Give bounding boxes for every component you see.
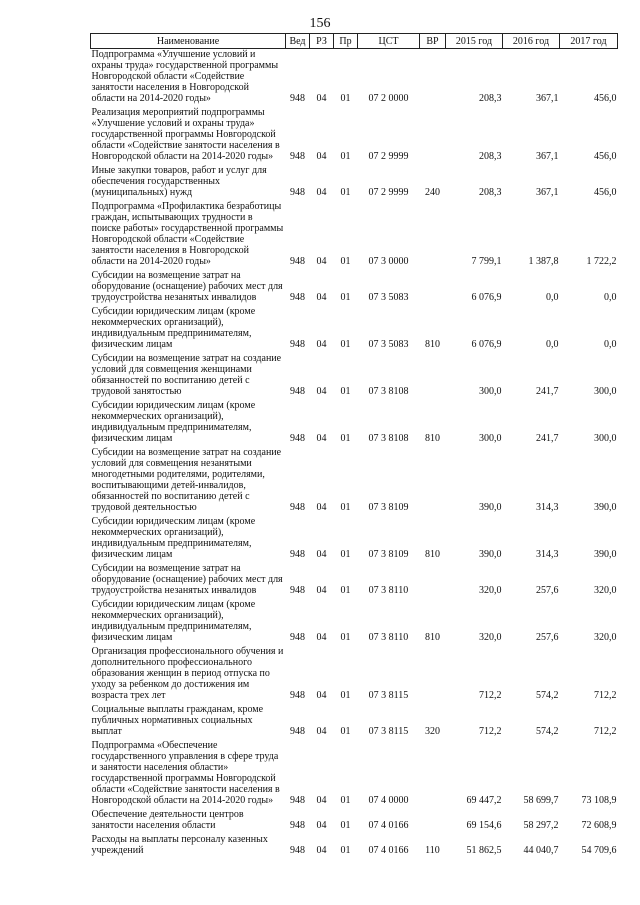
row-cst: 07 2 9999 xyxy=(368,151,409,162)
row-vr xyxy=(420,740,446,809)
row-rz: 04 xyxy=(316,292,327,303)
row-ved: 948 xyxy=(290,433,305,444)
row-cst: 07 3 0000 xyxy=(368,256,409,267)
row-ved: 948 xyxy=(290,632,305,643)
row-name: Подпрограмма «Обеспечение государственного управления в сфере труда и занятости населения области» государственной программы Новгородской области «Содействие занятости населения в Новгородской области на 2014-2020 годы» xyxy=(91,740,280,806)
row-vr xyxy=(420,447,446,516)
row-pr: 01 xyxy=(340,549,351,560)
row-vr xyxy=(420,646,446,704)
row-vr xyxy=(420,809,446,834)
row-name: Иные закупки товаров, работ и услуг для обеспечения государственных (муниципальных) нужд xyxy=(91,165,267,198)
row-name: Реализация мероприятий подпрограммы «Улучшение условий и охраны труда» государственной программы Новгородской области «Содействие занятости населения в Новгородской области на 2014-2020 годы» xyxy=(91,107,280,162)
row-vr xyxy=(420,270,446,306)
table-row xyxy=(91,49,618,108)
row-rz: 04 xyxy=(316,339,327,350)
row-amount-2016: 257,6 xyxy=(536,632,559,643)
row-amount-2015: 712,2 xyxy=(479,690,502,701)
row-pr: 01 xyxy=(340,820,351,831)
row-amount-2017: 712,2 xyxy=(594,726,617,737)
row-amount-2015: 208,3 xyxy=(479,187,502,198)
row-cst: 07 4 0166 xyxy=(368,845,409,856)
row-amount-2017: 390,0 xyxy=(594,502,617,513)
row-amount-2015: 51 862,5 xyxy=(466,845,502,856)
row-amount-2015: 390,0 xyxy=(479,502,502,513)
row-ved: 948 xyxy=(290,820,305,831)
row-name: Субсидии юридическим лицам (кроме некоммерческих организаций), индивидуальным предпринимателям, физическим лицам xyxy=(91,599,256,643)
row-ved: 948 xyxy=(290,845,305,856)
row-pr: 01 xyxy=(340,339,351,350)
row-ved: 948 xyxy=(290,502,305,513)
table-row xyxy=(91,809,618,834)
row-rz: 04 xyxy=(316,690,327,701)
table-row xyxy=(91,740,618,809)
header-row xyxy=(91,34,618,49)
row-cst: 07 3 8115 xyxy=(368,690,409,701)
row-pr: 01 xyxy=(340,502,351,513)
row-ved: 948 xyxy=(290,386,305,397)
table-row xyxy=(91,563,618,599)
row-amount-2017: 54 709,6 xyxy=(581,845,617,856)
row-cst: 07 3 5083 xyxy=(368,339,409,350)
row-name: Субсидии юридическим лицам (кроме некоммерческих организаций), индивидуальным предпринимателям, физическим лицам xyxy=(91,516,256,560)
row-pr: 01 xyxy=(340,433,351,444)
row-rz: 04 xyxy=(316,256,327,267)
table-row xyxy=(91,516,618,563)
row-amount-2015: 7 799,1 xyxy=(471,256,502,267)
row-name: Подпрограмма «Профилактика безработицы граждан, испытывающих трудности в поиске работы» государственной программы Новгородской области «Содействие занятости населения в Новгородской области на 2014-2020 годы» xyxy=(91,201,284,267)
row-pr: 01 xyxy=(340,187,351,198)
row-rz: 04 xyxy=(316,845,327,856)
row-amount-2015: 300,0 xyxy=(479,433,502,444)
row-amount-2017: 320,0 xyxy=(594,632,617,643)
row-ved: 948 xyxy=(290,93,305,104)
table-row xyxy=(91,201,618,270)
row-amount-2016: 367,1 xyxy=(536,151,559,162)
row-name: Субсидии юридическим лицам (кроме некоммерческих организаций), индивидуальным предпринимателям, физическим лицам xyxy=(91,400,256,444)
row-pr: 01 xyxy=(340,256,351,267)
row-ved: 948 xyxy=(290,585,305,596)
table-row xyxy=(91,599,618,646)
row-cst: 07 3 5083 xyxy=(368,292,409,303)
row-ved: 948 xyxy=(290,187,305,198)
row-amount-2015: 712,2 xyxy=(479,726,502,737)
row-ved: 948 xyxy=(290,795,305,806)
row-amount-2016: 241,7 xyxy=(536,386,559,397)
row-amount-2015: 300,0 xyxy=(479,386,502,397)
row-cst: 07 4 0000 xyxy=(368,795,409,806)
row-rz: 04 xyxy=(316,549,327,560)
row-amount-2016: 44 040,7 xyxy=(523,845,559,856)
row-amount-2015: 208,3 xyxy=(479,151,502,162)
row-pr: 01 xyxy=(340,845,351,856)
col-header-cst: ЦСТ xyxy=(358,34,420,49)
row-amount-2015: 320,0 xyxy=(479,585,502,596)
row-vr: 320 xyxy=(425,726,440,737)
row-name: Субсидии на возмещение затрат на оборудование (оснащение) рабочих мест для трудоустройства незанятых инвалидов xyxy=(91,563,283,596)
row-cst: 07 3 8115 xyxy=(368,726,409,737)
row-rz: 04 xyxy=(316,585,327,596)
row-amount-2017: 300,0 xyxy=(594,433,617,444)
row-amount-2017: 0,0 xyxy=(604,292,617,303)
table-row xyxy=(91,270,618,306)
table-row xyxy=(91,704,618,740)
row-amount-2015: 390,0 xyxy=(479,549,502,560)
row-amount-2017: 712,2 xyxy=(594,690,617,701)
row-amount-2015: 6 076,9 xyxy=(471,292,502,303)
row-rz: 04 xyxy=(316,386,327,397)
row-amount-2017: 390,0 xyxy=(594,549,617,560)
row-ved: 948 xyxy=(290,256,305,267)
row-pr: 01 xyxy=(340,93,351,104)
row-rz: 04 xyxy=(316,187,327,198)
row-amount-2016: 257,6 xyxy=(536,585,559,596)
row-pr: 01 xyxy=(340,726,351,737)
col-header-2017: 2017 год xyxy=(560,34,618,49)
row-vr xyxy=(420,201,446,270)
row-name: Обеспечение деятельности центров занятости населения области xyxy=(91,809,244,831)
table-row xyxy=(91,447,618,516)
row-amount-2015: 320,0 xyxy=(479,632,502,643)
row-amount-2016: 574,2 xyxy=(536,726,559,737)
page-number: 156 xyxy=(309,16,331,31)
row-cst: 07 3 8110 xyxy=(368,632,409,643)
table-row xyxy=(91,646,618,704)
row-cst: 07 2 9999 xyxy=(368,187,409,198)
col-header-2015: 2015 год xyxy=(446,34,503,49)
row-cst: 07 3 8109 xyxy=(368,502,409,513)
col-header-name: Наименование xyxy=(91,34,286,49)
row-amount-2015: 69 447,2 xyxy=(466,795,502,806)
table-body xyxy=(91,49,618,860)
row-amount-2017: 456,0 xyxy=(594,93,617,104)
row-amount-2016: 0,0 xyxy=(546,339,559,350)
row-name: Подпрограмма «Улучшение условий и охраны труда» государственной программы Новгородской области «Содействие занятости населения в Новгородской области на 2014-2020 годы» xyxy=(91,49,279,104)
row-rz: 04 xyxy=(316,93,327,104)
row-ved: 948 xyxy=(290,726,305,737)
row-name: Субсидии юридическим лицам (кроме некоммерческих организаций), индивидуальным предпринимателям, физическим лицам xyxy=(91,306,256,350)
row-vr xyxy=(420,353,446,400)
row-ved: 948 xyxy=(290,339,305,350)
budget-table xyxy=(90,33,618,859)
col-header-pr: Пр xyxy=(334,34,358,49)
row-name: Организация профессионального обучения и дополнительного профессионального образования женщин в период отпуска по уходу за ребенком до достижения им возраста трех лет xyxy=(91,646,284,701)
row-name: Расходы на выплаты персоналу казенных учреждений xyxy=(91,834,268,856)
row-cst: 07 4 0166 xyxy=(368,820,409,831)
row-rz: 04 xyxy=(316,632,327,643)
row-amount-2016: 367,1 xyxy=(536,93,559,104)
row-amount-2016: 314,3 xyxy=(536,549,559,560)
table-row xyxy=(91,400,618,447)
row-ved: 948 xyxy=(290,549,305,560)
row-amount-2016: 574,2 xyxy=(536,690,559,701)
row-vr: 240 xyxy=(425,187,440,198)
row-cst: 07 3 8108 xyxy=(368,433,409,444)
row-amount-2017: 73 108,9 xyxy=(581,795,617,806)
row-cst: 07 3 8110 xyxy=(368,585,409,596)
row-ved: 948 xyxy=(290,292,305,303)
row-vr xyxy=(420,107,446,165)
row-vr: 110 xyxy=(425,845,440,856)
row-amount-2016: 0,0 xyxy=(546,292,559,303)
row-rz: 04 xyxy=(316,151,327,162)
table-row xyxy=(91,834,618,859)
row-amount-2017: 456,0 xyxy=(594,187,617,198)
row-vr: 810 xyxy=(425,433,440,444)
table-row xyxy=(91,165,618,201)
col-header-2016: 2016 год xyxy=(503,34,560,49)
row-amount-2017: 320,0 xyxy=(594,585,617,596)
row-amount-2016: 241,7 xyxy=(536,433,559,444)
row-vr xyxy=(420,49,446,108)
row-cst: 07 3 8109 xyxy=(368,549,409,560)
table-row xyxy=(91,353,618,400)
row-pr: 01 xyxy=(340,386,351,397)
row-pr: 01 xyxy=(340,151,351,162)
row-name: Субсидии на возмещение затрат на создание условий для совмещения женщинами обязанностей по воспитанию детей с трудовой занятостью xyxy=(91,353,282,397)
row-cst: 07 2 0000 xyxy=(368,93,409,104)
row-name: Социальные выплаты гражданам, кроме публичных нормативных социальных выплат xyxy=(91,704,264,737)
row-ved: 948 xyxy=(290,151,305,162)
row-vr xyxy=(420,563,446,599)
row-amount-2017: 0,0 xyxy=(604,339,617,350)
row-amount-2016: 314,3 xyxy=(536,502,559,513)
row-pr: 01 xyxy=(340,585,351,596)
row-cst: 07 3 8108 xyxy=(368,386,409,397)
row-amount-2015: 6 076,9 xyxy=(471,339,502,350)
row-pr: 01 xyxy=(340,292,351,303)
row-vr: 810 xyxy=(425,549,440,560)
row-rz: 04 xyxy=(316,502,327,513)
row-amount-2016: 1 387,8 xyxy=(528,256,559,267)
row-pr: 01 xyxy=(340,690,351,701)
row-rz: 04 xyxy=(316,795,327,806)
row-ved: 948 xyxy=(290,690,305,701)
row-amount-2016: 58 699,7 xyxy=(523,795,559,806)
row-pr: 01 xyxy=(340,632,351,643)
row-amount-2016: 58 297,2 xyxy=(523,820,559,831)
row-amount-2015: 208,3 xyxy=(479,93,502,104)
row-pr: 01 xyxy=(340,795,351,806)
row-amount-2017: 300,0 xyxy=(594,386,617,397)
row-amount-2017: 1 722,2 xyxy=(586,256,617,267)
table-row xyxy=(91,306,618,353)
row-rz: 04 xyxy=(316,726,327,737)
row-name: Субсидии на возмещение затрат на оборудование (оснащение) рабочих мест для трудоустройства незанятых инвалидов xyxy=(91,270,283,303)
row-name: Субсидии на возмещение затрат на создание условий для совмещения незанятыми многодетными родителями, родителями, воспитывающими детей-инвалидов, обязанностей по воспитанию детей с трудовой деятельностью xyxy=(91,447,282,513)
col-header-ved: Вед xyxy=(286,34,310,49)
table-row xyxy=(91,107,618,165)
row-amount-2016: 367,1 xyxy=(536,187,559,198)
row-vr: 810 xyxy=(425,339,440,350)
col-header-vr: ВР xyxy=(420,34,446,49)
row-amount-2017: 72 608,9 xyxy=(581,820,617,831)
row-rz: 04 xyxy=(316,820,327,831)
row-amount-2015: 69 154,6 xyxy=(466,820,502,831)
row-vr: 810 xyxy=(425,632,440,643)
row-amount-2017: 456,0 xyxy=(594,151,617,162)
col-header-rz: РЗ xyxy=(310,34,334,49)
row-rz: 04 xyxy=(316,433,327,444)
